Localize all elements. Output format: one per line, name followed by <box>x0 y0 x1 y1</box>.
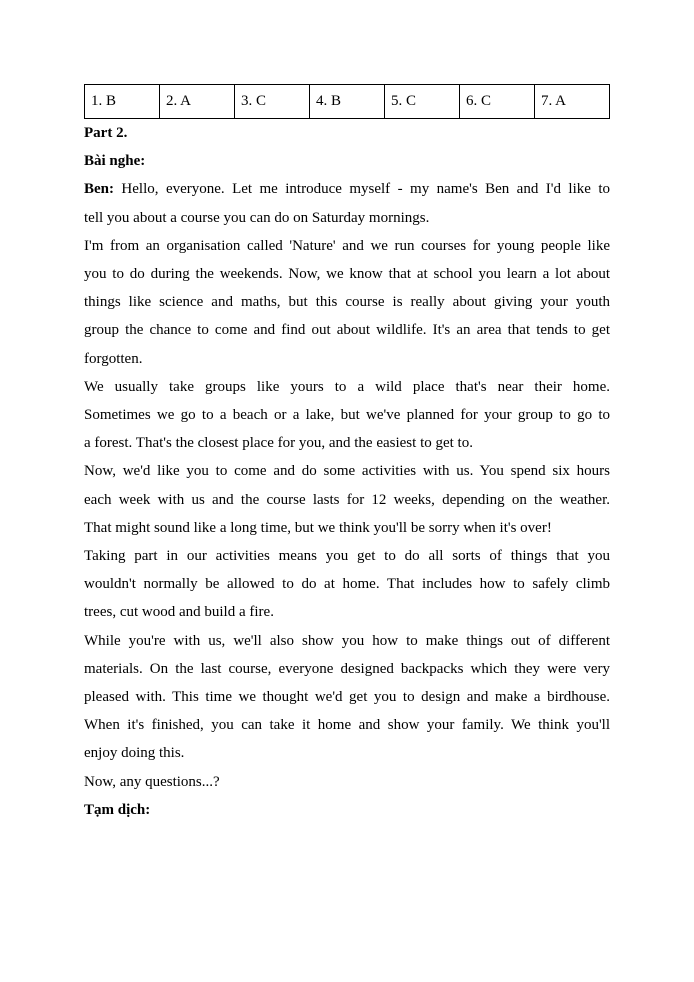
transcript-line: wouldn't normally be allowed to do at home. That includes how to safely climb <box>84 576 610 593</box>
document-page <box>84 84 610 824</box>
transcript-line: things like science and maths, but this course is really about giving your youth <box>84 294 610 311</box>
answer-cell-5: 5. C <box>385 85 460 119</box>
answer-cell-7: 7. A <box>535 85 610 119</box>
transcript-line: each week with us and the course lasts for 12 weeks, depending on the weather. <box>84 491 610 508</box>
transcript-line: Sometimes we go to a beach or a lake, but we've planned for your group to go to <box>84 407 610 424</box>
transcript-line: a forest. That's the closest place for you, and the easiest to get to. <box>84 435 473 452</box>
transcript-line: We usually take groups like yours to a wild place that's near their home. <box>84 378 610 395</box>
transcript-line: Hello, everyone. Let me introduce myself - my name's Ben and I'd like to <box>114 181 610 198</box>
transcript-line: While you're with us, we'll also show you how to make things out of different <box>84 632 610 649</box>
translation-heading: Tạm dịch: <box>84 801 151 818</box>
transcript-line: you to do during the weekends. Now, we know that at school you learn a lot about <box>84 266 610 283</box>
transcript-line: I'm from an organisation called 'Nature' and we run courses for young people like <box>84 237 610 254</box>
part-heading: Part 2. <box>84 125 128 141</box>
answer-cell-1: 1. B <box>85 85 160 119</box>
transcript-line: pleased with. This time we thought we'd get you to design and make a birdhouse. <box>84 689 610 706</box>
transcript-line: Now, any questions...? <box>84 773 220 790</box>
answer-cell-3: 3. C <box>235 85 310 119</box>
transcript <box>84 175 610 795</box>
answer-cell-2: 2. A <box>160 85 235 119</box>
transcript-line: enjoy doing this. <box>84 745 185 762</box>
listening-heading: Bài nghe: <box>84 153 146 170</box>
transcript-line: Taking part in our activities means you get to do all sorts of things that you <box>84 548 610 565</box>
transcript-line: That might sound like a long time, but we think you'll be sorry when it's over! <box>84 519 552 536</box>
answer-cell-4: 4. B <box>310 85 385 119</box>
speaker-name: Ben: <box>84 181 114 198</box>
transcript-line: group the chance to come and find out about wildlife. It's an area that tends to get <box>84 322 610 339</box>
answer-cell-6: 6. C <box>460 85 535 119</box>
transcript-lines <box>84 204 610 796</box>
answer-key-table <box>84 84 610 119</box>
transcript-line: trees, cut wood and build a fire. <box>84 604 274 621</box>
transcript-line-first <box>84 175 610 203</box>
transcript-line: When it's finished, you can take it home and show your family. We think you'll <box>84 717 610 734</box>
transcript-line: Now, we'd like you to come and do some activities with us. You spend six hours <box>84 463 610 480</box>
transcript-line: forgotten. <box>84 350 143 367</box>
transcript-line: materials. On the last course, everyone designed backpacks which they were very <box>84 660 610 677</box>
transcript-line: tell you about a course you can do on Saturday mornings. <box>84 209 430 226</box>
answer-key-row <box>85 85 610 119</box>
